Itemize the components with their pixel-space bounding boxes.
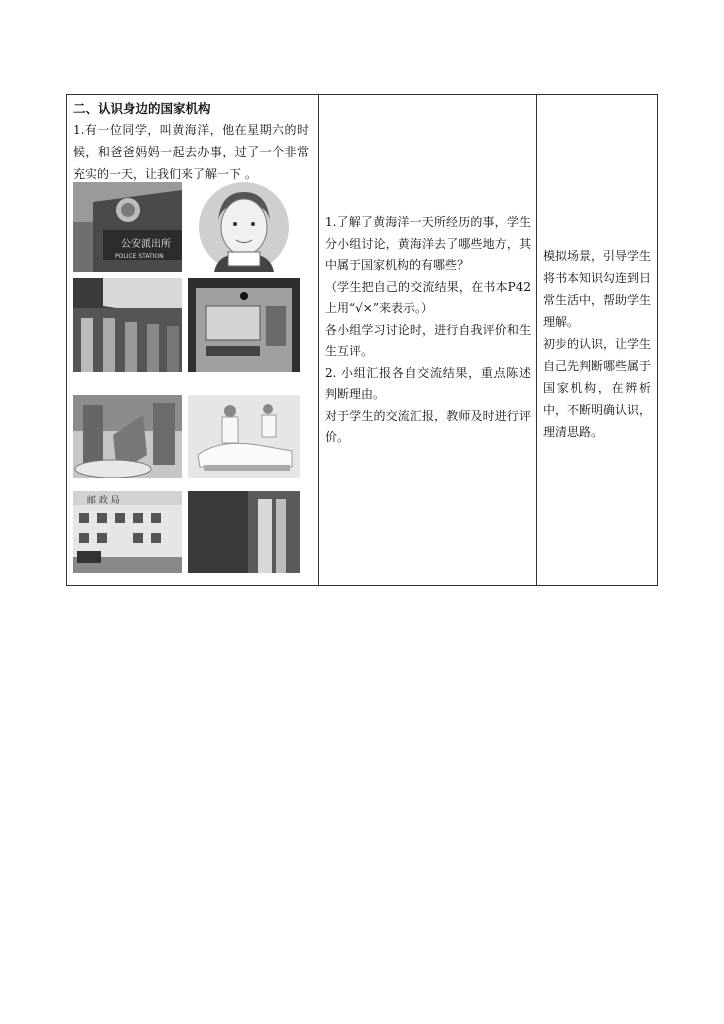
column-divider: [536, 95, 537, 585]
column-divider: [318, 95, 319, 585]
police-sign-en: POLICE STATION: [115, 253, 164, 260]
section-heading: 二、认识身边的国家机构: [73, 101, 211, 116]
process-line-5: 对于学生的交流汇报，教师及时进行评价。: [325, 408, 531, 444]
activity-column: [73, 99, 309, 185]
process-line-3: 各小组学习讨论时，进行自我评价和生生互评。: [325, 322, 531, 358]
bank-photo: [73, 278, 182, 372]
hall-photo: [73, 395, 182, 478]
post-office-sign: 邮 政 局: [87, 496, 120, 506]
agency-sign-photo: [188, 491, 300, 573]
intent-line-1: 模拟场景，引导学生将书本知识勾连到日常生活中，帮助学生理解。: [543, 249, 652, 329]
intent-column: [543, 245, 651, 443]
student-cartoon: [188, 182, 300, 272]
process-column: [325, 212, 531, 449]
hospital-photo: [188, 395, 300, 478]
process-line-1: 1.了解了黄海洋一天所经历的事，学生分小组讨论，黄海洋去了哪些地方，其中属于国家机构的有哪些？: [325, 215, 531, 272]
post-office-photo: [73, 491, 182, 573]
intent-line-2: 初步的认识，让学生自己先判断哪些属于国家机构，在辨析中，不断明确认识，理清思路。: [543, 337, 652, 439]
lesson-table: [66, 94, 658, 586]
process-line-2: （学生把自己的交流结果，在书本P42上用“√×”来表示。）: [325, 279, 531, 315]
atm-photo: [188, 278, 300, 372]
process-line-4: 2. 小组汇报各自交流结果，重点陈述判断理由。: [325, 365, 531, 401]
scenario-paragraph: 1.有一位同学，叫黄海洋，他在星期六的时候，和爸爸妈妈一起去办事，过了一个非常充实的一天，让我们来了解一下 。: [73, 123, 309, 181]
police-sign-text: 公安派出所: [121, 239, 171, 250]
police-station-photo: [73, 182, 182, 272]
